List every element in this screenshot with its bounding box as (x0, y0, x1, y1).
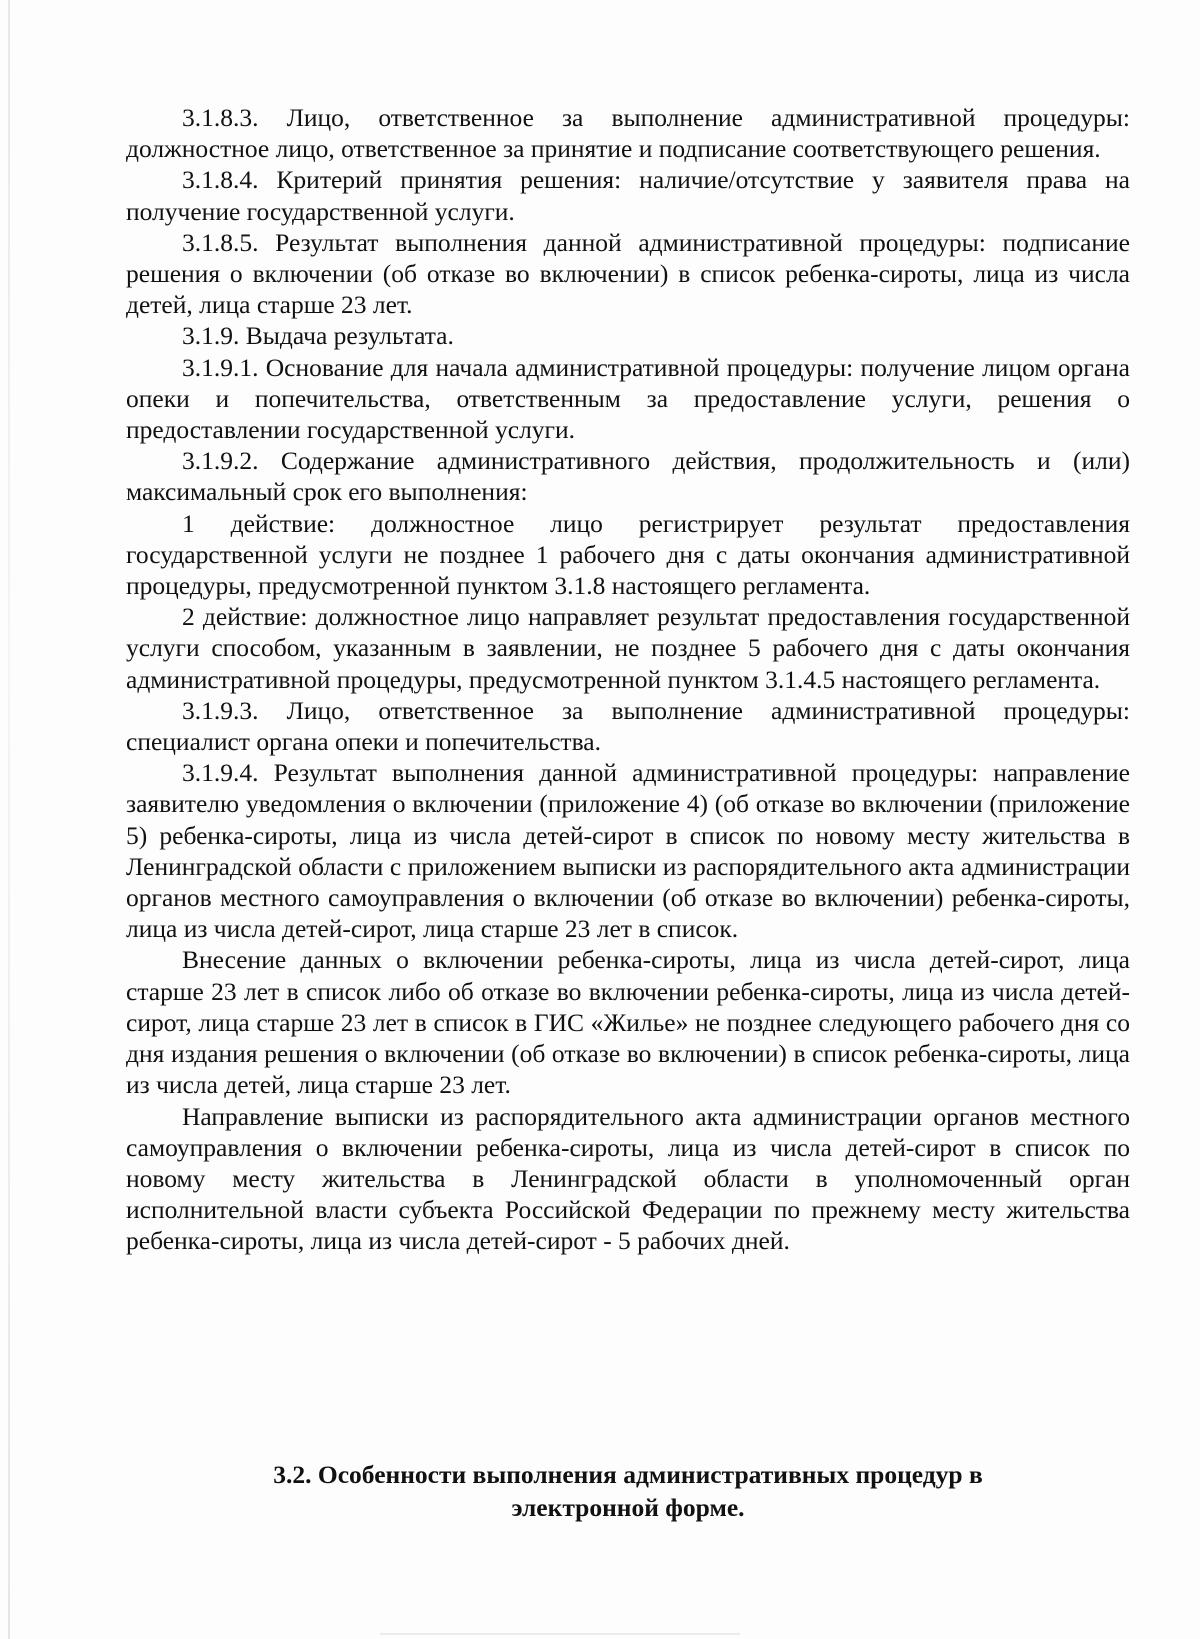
paragraph-3-1-8-3: 3.1.8.3. Лицо, ответственное за выполнение административной процедуры: должностное лицо, ответственное за принятие и подписание соответствующего решения. (126, 103, 1130, 164)
section-heading-3-2 (126, 1458, 1130, 1524)
paragraph-3-1-9-2: 3.1.9.2. Содержание административного действия, продолжительность и (или) максимальный срок его выполнения: (126, 446, 1130, 507)
paragraph-3-1-9: 3.1.9. Выдача результата. (182, 321, 454, 351)
paragraph-3-1-9-1: 3.1.9.1. Основание для начала административной процедуры: получение лицом органа опеки и попечительства, ответственным за предоставление услуги, решения о предоставлении государственной услуги. (126, 352, 1130, 445)
paragraph-action-1: 1 действие: должностное лицо регистрирует результат предоставления государственной услуги не позднее 1 рабочего дня с даты окончания административной процедуры, предусмотренной пунктом 3.1.8 настоящего регламента. (126, 508, 1130, 601)
paragraph-extract-sending: Направление выписки из распорядительного акта администрации органов местного самоуправления о включении ребенка-сироты, лица из числа детей-сирот в список по новому месту жительства в Ленинградской области в уполномоченный орган исполнительной власти субъекта Российской Федерации по прежнему месту жительства ребенка-сироты, лица из числа детей-сирот - 5 рабочих дней. (126, 1101, 1130, 1256)
paragraph-gis-entry: Внесение данных о включении ребенка-сироты, лица из числа детей-сирот, лица старше 23 лет в список либо об отказе во включении ребенка-сироты, лица из числа детей-сирот, лица старше 23 лет в список в ГИС «Жилье» не позднее следующего рабочего дня со дня издания решения о включении (об отказе во включении) в список ребенка-сироты, лица из числа детей, лица старше 23 лет. (126, 945, 1130, 1100)
document-body (126, 102, 1130, 1257)
paragraph-3-1-8-4: 3.1.8.4. Критерий принятия решения: наличие/отсутствие у заявителя права на получение государственной услуги. (126, 165, 1130, 226)
scan-bottom-mark (380, 1633, 740, 1635)
section-heading-line-1: 3.2. Особенности выполнения административных процедур в (273, 1460, 983, 1489)
paragraph-action-2: 2 действие: должностное лицо направляет результат предоставления государственной услуги способом, указанным в заявлении, не позднее 5 рабочего дня с даты окончания административной процедуры, предусмотренной пунктом 3.1.4.5 настоящего регламента. (126, 602, 1130, 694)
paragraph-3-1-9-4: 3.1.9.4. Результат выполнения данной административной процедуры: направление заявителю уведомления о включении (приложение 4) (об отказе во включении (приложение 5) ребенка-сироты, лица из числа детей-сирот в список по новому месту жительства в Ленинградской области с приложением выписки из распорядительного акта администрации органов местного самоуправления о включении (об отказе во включении) ребенка-сироты, лица из числа детей-сирот, лица старше 23 лет в список. (126, 758, 1130, 944)
paragraph-3-1-8-5: 3.1.8.5. Результат выполнения данной административной процедуры: подписание решения о включении (об отказе во включении) в список ребенка-сироты, лица из числа детей, лица старше 23 лет. (126, 227, 1130, 320)
scan-edge-shadow (8, 0, 10, 1639)
section-heading-line-2: электронной форме. (511, 1493, 745, 1522)
paragraph-3-1-9-3: 3.1.9.3. Лицо, ответственное за выполнение административной процедуры: специалист органа опеки и попечительства. (126, 695, 1130, 757)
